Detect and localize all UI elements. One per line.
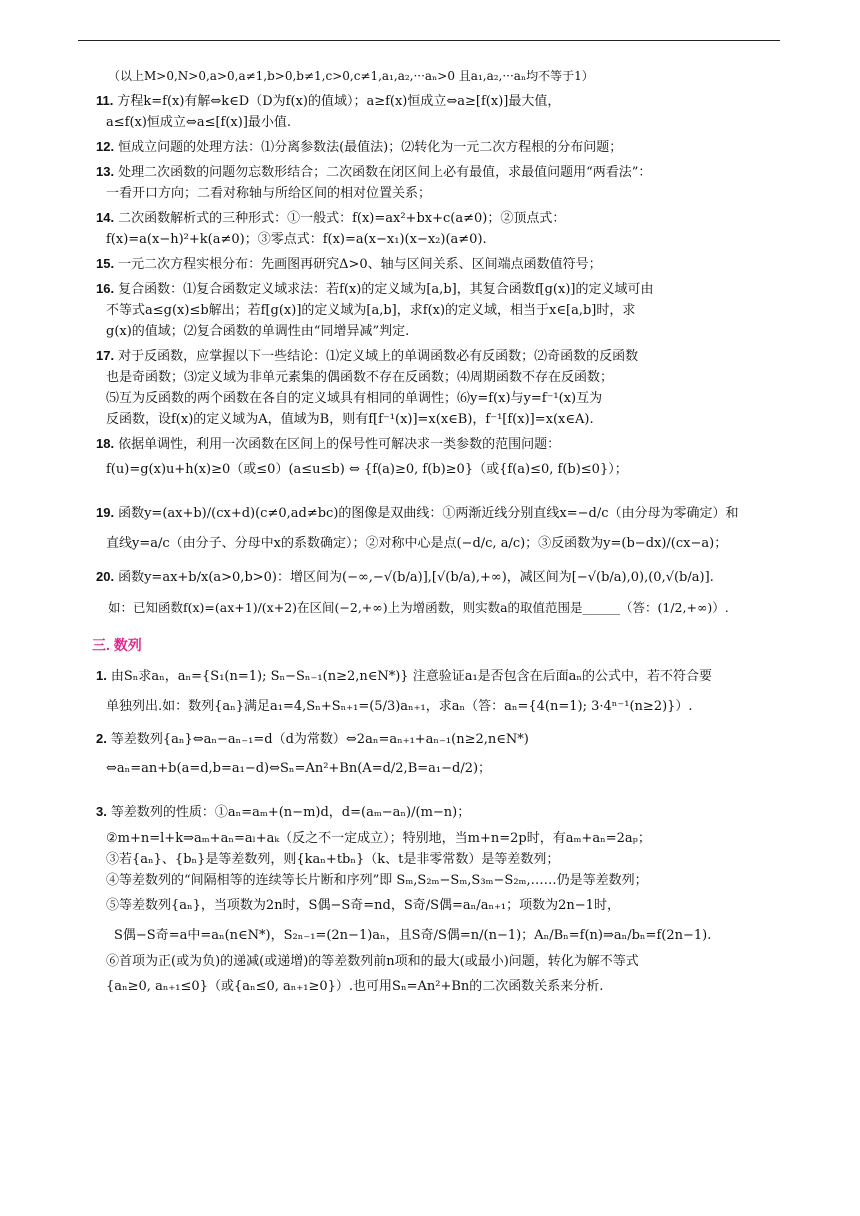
item-text: 函数y=(ax+b)/(cx+d)(c≠0,ad≠bc)的图像是双曲线：①两渐近线分别直线x=−d/c（由分母为零确定）和 (118, 506, 739, 521)
header-rule (78, 40, 780, 41)
item-number: 15. (96, 256, 115, 271)
item-text: 函数y=ax+b/x(a>0,b>0)：增区间为(−∞,−√(b/a)],[√(b/a),+∞)，减区间为[−√(b/a),0),(0,√(b/a)]. (118, 570, 714, 585)
item-text: ⑤等差数列{aₙ}，当项数为2n时，S偶−S奇=nd，S奇/S偶=aₙ/aₙ₊₁；项数为2n−1时， (106, 898, 620, 913)
list-item-14 (96, 207, 772, 250)
item-text: 由Sₙ求aₙ，aₙ={S₁(n=1); Sₙ−Sₙ₋₁(n≥2,n∈N*)} 注意验证a₁是否包含在后面aₙ的公式中，若不符合要 (110, 669, 713, 684)
item-number: 18. (96, 436, 115, 451)
sequence-item-3 (96, 797, 772, 1002)
item-number: 12. (96, 139, 115, 154)
item-text: 反函数，设f(x)的定义域为A，值域为B，则有f[f⁻¹(x)]=x(x∈B)，f⁻¹[f(x)]=x(x∈A). (106, 412, 594, 427)
list-item-12 (96, 136, 772, 158)
item-text: ⇔aₙ=an+b(a=d,b=a₁−d)⇔Sₙ=An²+Bn(A=d/2,B=a₁−d/2)； (106, 761, 492, 776)
item-number: 14. (96, 210, 115, 225)
list-item-13 (96, 161, 772, 204)
item-text: 复合函数：⑴复合函数定义域求法：若f(x)的定义域为[a,b]，其复合函数f[g(x)]的定义域可由 (118, 282, 654, 297)
item-text: ②m+n=l+k⇒aₘ+aₙ=aₗ+aₖ（反之不一定成立）；特别地，当m+n=2p时，有aₘ+aₙ=2aₚ； (106, 831, 651, 846)
item-number: 3. (96, 804, 107, 819)
list-item-18 (96, 433, 772, 485)
item-text: 方程k=f(x)有解⇔k∈D（D为f(x)的值域）；a≥f(x)恒成立⇔a≥[f(x)]最大值， (117, 94, 561, 109)
item-text: 对于反函数，应掌握以下一些结论：⑴定义域上的单调函数必有反函数；⑵奇函数的反函数 (118, 349, 639, 364)
top-note: （以上M>0,N>0,a>0,a≠1,b>0,b≠1,c>0,c≠1,a₁,a₂,···aₙ>0 且a₁,a₂,···aₙ均不等于1） (108, 69, 594, 83)
item-number: 20. (96, 569, 115, 584)
item-text: 直线y=a/c（由分子、分母中x的系数确定）；②对称中心是点(−d/c, a/c)；③反函数为y=(b−dx)/(cx−a)； (106, 536, 728, 551)
list-item-16 (96, 278, 772, 342)
item-number: 19. (96, 505, 115, 520)
item-text: 一看开口方向；二看对称轴与所给区间的相对位置关系； (106, 186, 432, 201)
item-text: 单独列出.如：数列{aₙ}满足a₁=4,Sₙ+Sₙ₊₁=(5/3)aₙ₊₁，求aₙ（答：aₙ={4(n=1); 3·4ⁿ⁻¹(n≥2)}）. (106, 699, 693, 714)
list-item-11 (96, 90, 772, 133)
item-text: 等差数列{aₙ}⇔aₙ−aₙ₋₁=d（d为常数）⇔2aₙ=aₙ₊₁+aₙ₋₁(n≥2,n∈N*) (110, 732, 529, 747)
item-text: 二次函数解析式的三种形式：①一般式：f(x)=ax²+bx+c(a≠0)；②顶点式： (118, 211, 566, 226)
item-text: f(x)=a(x−h)²+k(a≠0)；③零点式：f(x)=a(x−x₁)(x−x₂)(a≠0). (106, 232, 487, 247)
item-text: 依据单调性，利用一次函数在区间上的保号性可解决求一类参数的范围问题： (118, 437, 561, 452)
item-text: g(x)的值域；⑵复合函数的单调性由“同增异减”判定. (106, 324, 410, 339)
item-text: S偶−S奇=a中=aₙ(n∈N*)，S₂ₙ₋₁=(2n−1)aₙ，且S奇/S偶=n/(n−1)；Aₙ/Bₙ=f(n)⇒aₙ/bₙ=f(2n−1). (114, 928, 712, 943)
sequence-item-1 (96, 661, 772, 722)
list-item-17 (96, 345, 772, 430)
item-text: 也是奇函数；⑶定义域为非单元素集的偶函数不存在反函数；⑷周期函数不存在反函数； (106, 370, 614, 385)
item-number: 11. (96, 93, 114, 108)
list-item-19 (96, 498, 772, 559)
item-number: 2. (96, 731, 107, 746)
item-number: 16. (96, 281, 115, 296)
item-text: 恒成立问题的处理方法：⑴分离参数法(最值法)；⑵转化为一元二次方程根的分布问题； (118, 140, 623, 155)
item-text: ⑥首项为正(或为负)的递减(或递增)的等差数列前n项和的最大(或最小)问题，转化为解不等式 (106, 954, 639, 969)
item-number: 17. (96, 348, 115, 363)
list-item-15 (96, 253, 772, 275)
item-text: 如：已知函数f(x)=(ax+1)/(x+2)在区间(−2,+∞)上为增函数，则实数a的取值范围是______（答：(1/2,+∞)）. (108, 600, 729, 615)
item-text: 一元二次方程实根分布：先画图再研究Δ>0、轴与区间关系、区间端点函数值符号； (118, 257, 602, 272)
item-text: 不等式a≤g(x)≤b解出；若f[g(x)]的定义域为[a,b]，求f(x)的定义域，相当于x∈[a,b]时，求 (106, 303, 636, 318)
item-number: 13. (96, 164, 115, 179)
item-text: a≤f(x)恒成立⇔a≤[f(x)]最小值. (106, 115, 292, 130)
list-item-20 (96, 562, 772, 623)
item-text: {aₙ≥0, aₙ₊₁≤0}（或{aₙ≤0, aₙ₊₁≥0}）.也可用Sₙ=An²+Bn的二次函数关系来分析. (106, 979, 604, 994)
item-text: ③若{aₙ}、{bₙ}是等差数列，则{kaₙ+tbₙ}（k、t是非零常数）是等差数列； (106, 852, 560, 867)
item-text: ⑸互为反函数的两个函数在各自的定义域具有相同的单调性；⑹y=f(x)与y=f⁻¹(x)互为 (106, 391, 603, 406)
page-content (92, 66, 772, 1002)
sequence-item-2 (96, 725, 772, 784)
item-text: 等差数列的性质：①aₙ=aₘ+(n−m)d，d=(aₘ−aₙ)/(m−n)； (110, 805, 471, 820)
item-number: 1. (96, 668, 107, 683)
item-text: f(u)=g(x)u+h(x)≥0（或≤0）(a≤u≤b) ⇔ {f(a)≥0, f(b)≥0}（或{f(a)≤0, f(b)≤0}）； (106, 462, 628, 477)
item-text: 处理二次函数的问题勿忘数形结合；二次函数在闭区间上必有最值，求最值问题用“两看法”： (118, 165, 652, 180)
item-text: ④等差数列的“间隔相等的连续等长片断和序列”即 Sₘ,S₂ₘ−Sₘ,S₃ₘ−S₂ₘ,……仍是等差数列； (106, 873, 648, 888)
section-title: 三. 数列 (92, 637, 142, 653)
